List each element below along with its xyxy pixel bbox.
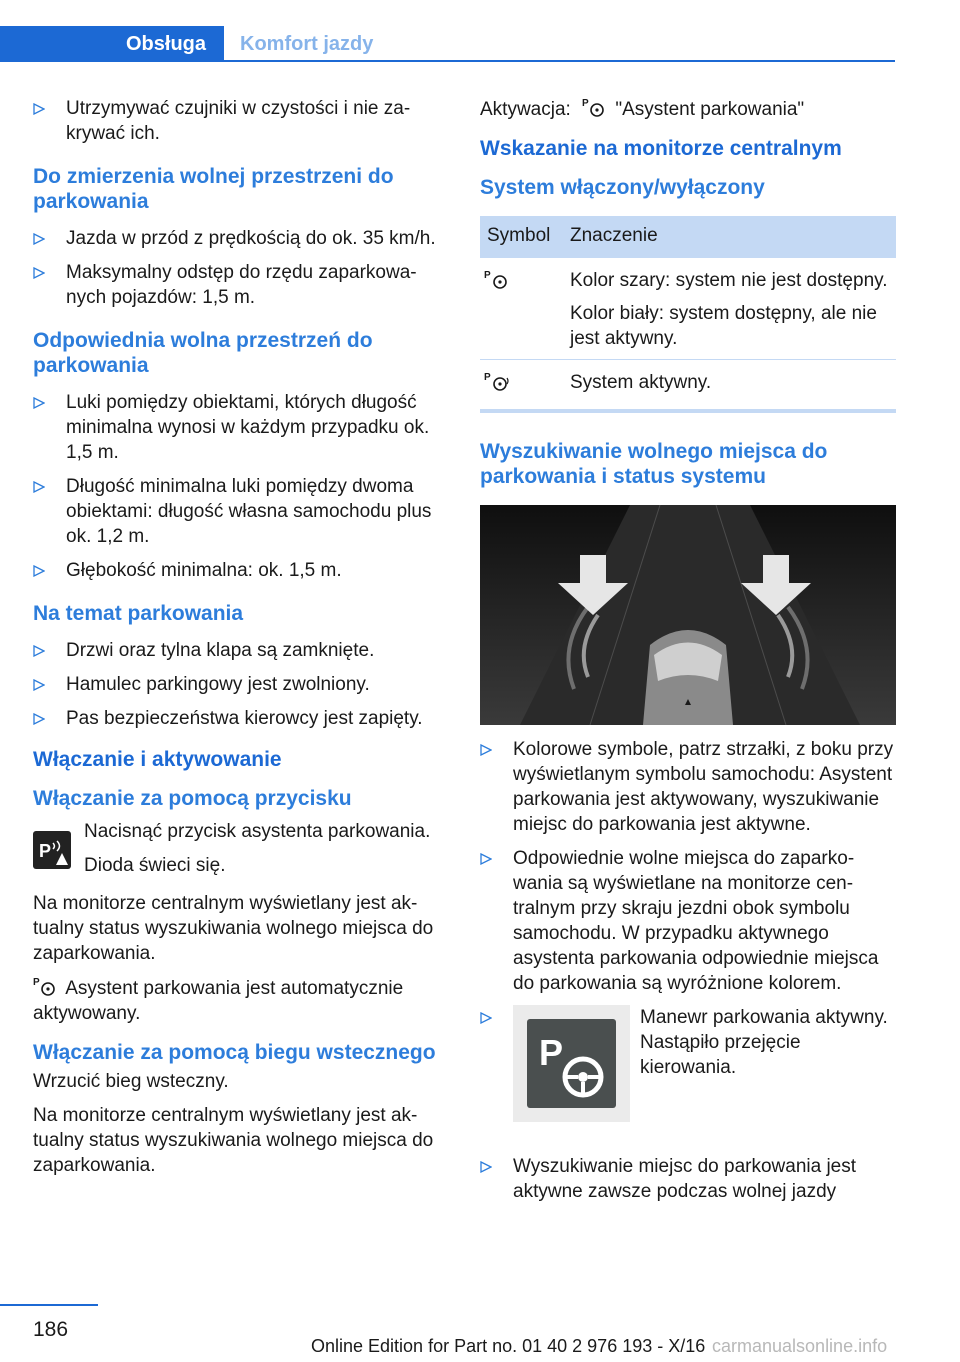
list-item-text: Długość minimalna luki pomiędzy dwoma obiektami: długość własna samochodu plus ok. 1,2 m. bbox=[66, 476, 432, 547]
svg-text:P: P bbox=[33, 977, 40, 988]
cell-text: System aktywny. bbox=[570, 372, 712, 393]
activation-line bbox=[480, 96, 896, 122]
paragraph: Wrzucić bieg wsteczny. bbox=[33, 1071, 229, 1092]
triangle-right-outline-icon bbox=[33, 233, 45, 245]
svg-text:P: P bbox=[484, 372, 491, 383]
list-item-text: Głębokość minimalna: ok. 1,5 m. bbox=[66, 560, 342, 581]
list-item bbox=[33, 226, 448, 251]
parking-maneuver-symbol bbox=[513, 1005, 630, 1122]
parking-display-illustration bbox=[480, 505, 896, 725]
triangle-right-outline-icon bbox=[480, 1012, 492, 1024]
list-item bbox=[33, 558, 448, 583]
list-item bbox=[33, 96, 448, 146]
subsection-heading: Włączanie za pomocą przycisku bbox=[33, 787, 352, 810]
paragraph bbox=[33, 975, 448, 1026]
svg-text:P: P bbox=[539, 1032, 564, 1073]
instruction-text: Nacisnąć przycisk asystenta parkowania. bbox=[84, 821, 431, 842]
list-item-text: Luki pomiędzy obiektami, których długość minimalna wynosi w każdym przypadku ok. 1,5 m. bbox=[66, 392, 430, 463]
list-item-text: Jazda w przód z prędkością do ok. 35 km/h. bbox=[66, 228, 436, 249]
table-bottom-rule bbox=[480, 409, 896, 413]
tab-komfort-jazdy[interactable]: Komfort jazdy bbox=[240, 33, 374, 55]
list-item bbox=[33, 260, 448, 310]
park-assist-button-icon bbox=[33, 831, 71, 869]
header-divider bbox=[0, 60, 895, 62]
table-cell bbox=[570, 360, 896, 409]
table-row bbox=[480, 360, 896, 409]
list-item-text: Drzwi oraz tylna klapa są zamknięte. bbox=[66, 640, 375, 661]
watermark: carmanualsonline.info bbox=[712, 1336, 888, 1356]
triangle-right-outline-icon bbox=[33, 645, 45, 657]
right-column bbox=[480, 96, 896, 1213]
parking-steering-icon bbox=[582, 96, 606, 118]
section-heading: Wyszukiwanie wolnego miejsca do parkowania i status systemu bbox=[480, 440, 828, 488]
cell-text: Kolor biały: system dostępny, ale nie jest aktywny. bbox=[570, 303, 877, 349]
list-item-text: Hamulec parkingowy jest zwolniony. bbox=[66, 674, 370, 695]
parking-steering-icon bbox=[484, 268, 510, 290]
activation-label: Aktywacja: bbox=[480, 99, 571, 120]
list-item-text: Pas bezpieczeństwa kierowcy jest zapięty. bbox=[66, 708, 423, 729]
list-item-text: Manewr parkowania aktywny. Nastąpiło przejęcie kierowania. bbox=[640, 1007, 888, 1078]
triangle-right-outline-icon bbox=[480, 744, 492, 756]
triangle-right-outline-icon bbox=[480, 1161, 492, 1173]
list-item bbox=[33, 390, 448, 465]
triangle-right-outline-icon bbox=[33, 481, 45, 493]
triangle-right-outline-icon bbox=[33, 267, 45, 279]
paragraph: Na monitorze centralnym wyświetlany jest aktualny status wyszukiwania wolnego miejsca do zaparkowania. bbox=[33, 893, 434, 964]
subsection-heading: Włączanie za pomocą biegu wstecznego bbox=[33, 1041, 436, 1064]
triangle-right-outline-icon bbox=[33, 103, 45, 115]
page-header bbox=[0, 0, 960, 64]
activation-value: "Asystent parkowania" bbox=[615, 99, 805, 120]
triangle-right-outline-icon bbox=[33, 397, 45, 409]
edition-text: Online Edition for Part no. 01 40 2 976 193 - X/16 bbox=[311, 1336, 706, 1356]
instruction-text: Dioda świeci się. bbox=[84, 855, 226, 876]
tab-obsluga-label: Obsługa bbox=[125, 33, 206, 55]
triangle-right-outline-icon bbox=[480, 853, 492, 865]
list-item-text: Wyszukiwanie miejsc do parkowania jest aktywne zawsze podczas wolnej jazdy bbox=[513, 1156, 857, 1202]
footer-divider bbox=[0, 1304, 98, 1306]
list-item-text: Maksymalny odstęp do rzędu zaparkowanych pojazdów: 1,5 m. bbox=[66, 262, 417, 308]
list-item bbox=[480, 737, 896, 837]
section-heading: Wskazanie na monitorze centralnym bbox=[480, 137, 842, 160]
list-item bbox=[33, 672, 448, 697]
left-column bbox=[33, 96, 448, 1187]
cell-text: Kolor szary: system nie jest dostępny. bbox=[570, 270, 888, 291]
svg-text:P: P bbox=[484, 270, 491, 281]
column-header-meaning: Znaczenie bbox=[570, 225, 658, 246]
parking-steering-active-icon bbox=[484, 370, 510, 392]
symbol-table bbox=[480, 216, 896, 413]
button-instruction bbox=[33, 819, 448, 891]
table-cell bbox=[570, 258, 896, 359]
list-item-text: Utrzymywać czujniki w czystości i nie zakrywać ich. bbox=[66, 98, 411, 144]
page-number: 186 bbox=[33, 1318, 69, 1341]
svg-text:P: P bbox=[582, 98, 589, 109]
tab-obsluga[interactable] bbox=[0, 26, 224, 62]
section-heading: Włączanie i aktywowanie bbox=[33, 748, 282, 771]
table-row bbox=[480, 258, 896, 360]
triangle-right-outline-icon bbox=[33, 565, 45, 577]
list-item-text: Kolorowe symbole, patrz strzałki, z boku przy wyświetlanym symbolu samochodu: Asystent parkowania jest aktywowany, wyszukiwanie miejsc do parkowania jest aktywne. bbox=[513, 739, 894, 835]
section-heading: Do zmierzenia wolnej przestrzeni do parkowania bbox=[33, 165, 394, 213]
table-header bbox=[480, 216, 896, 258]
svg-text:P: P bbox=[39, 841, 52, 861]
column-header-symbol: Symbol bbox=[487, 225, 551, 246]
section-heading: Na temat parkowania bbox=[33, 602, 244, 625]
parking-steering-active-icon bbox=[527, 1019, 616, 1108]
subsection-heading: System włączony/wyłączony bbox=[480, 176, 765, 199]
triangle-right-outline-icon bbox=[33, 679, 45, 691]
list-item bbox=[480, 846, 896, 996]
section-heading: Odpowiednia wolna przestrzeń do parkowania bbox=[33, 329, 373, 377]
list-item bbox=[480, 1154, 896, 1204]
list-item bbox=[33, 638, 448, 663]
list-item-text: Odpowiednie wolne miejsca do zaparkowania są wyświetlane na monitorze centralnym przy skraju jezdni obok symbolu samochodu. W przypadku aktywnego asystenta parkowania odpowiednie miejsca do parkowania są wyróżnione kolorem. bbox=[513, 848, 879, 994]
paragraph: Na monitorze centralnym wyświetlany jest aktualny status wyszukiwania wolnego miejsca do zaparkowania. bbox=[33, 1105, 434, 1176]
list-item bbox=[480, 1005, 896, 1145]
paragraph-text: Asystent parkowania jest automatycznie aktywowany. bbox=[33, 978, 404, 1024]
parking-steering-icon bbox=[33, 975, 57, 997]
list-item bbox=[33, 474, 448, 549]
list-item bbox=[33, 706, 448, 731]
triangle-right-outline-icon bbox=[33, 713, 45, 725]
